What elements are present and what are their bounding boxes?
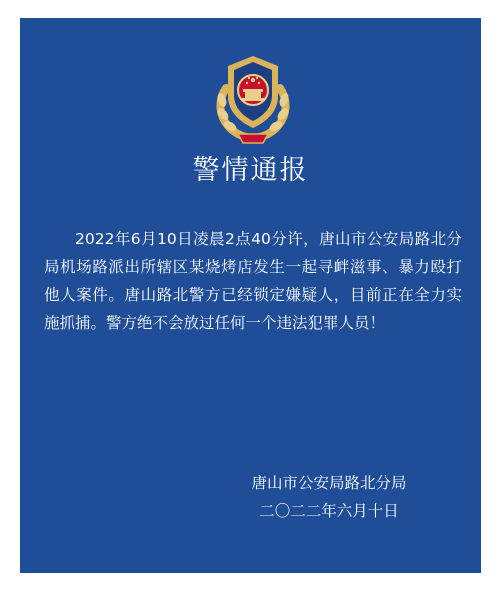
notice-body: 2022年6月10日凌晨2点40分许，唐山市公安局路北分局机场路派出所辖区某烧烤店发生一起寻衅滋事、暴力殴打他人案件。唐山路北警方已经锁定嫌疑人，目前正在全力实施抓捕。警方绝不会放过任何一个违法犯罪人员！ [44, 230, 462, 332]
police-emblem-icon [208, 48, 298, 148]
issuer-name: 唐山市公安局路北分局 [251, 474, 407, 492]
issue-date: 二〇二二年六月十日 [259, 502, 399, 520]
police-notice [20, 18, 481, 573]
notice-title: 警情通报 [192, 155, 309, 186]
signature-block [249, 469, 409, 525]
